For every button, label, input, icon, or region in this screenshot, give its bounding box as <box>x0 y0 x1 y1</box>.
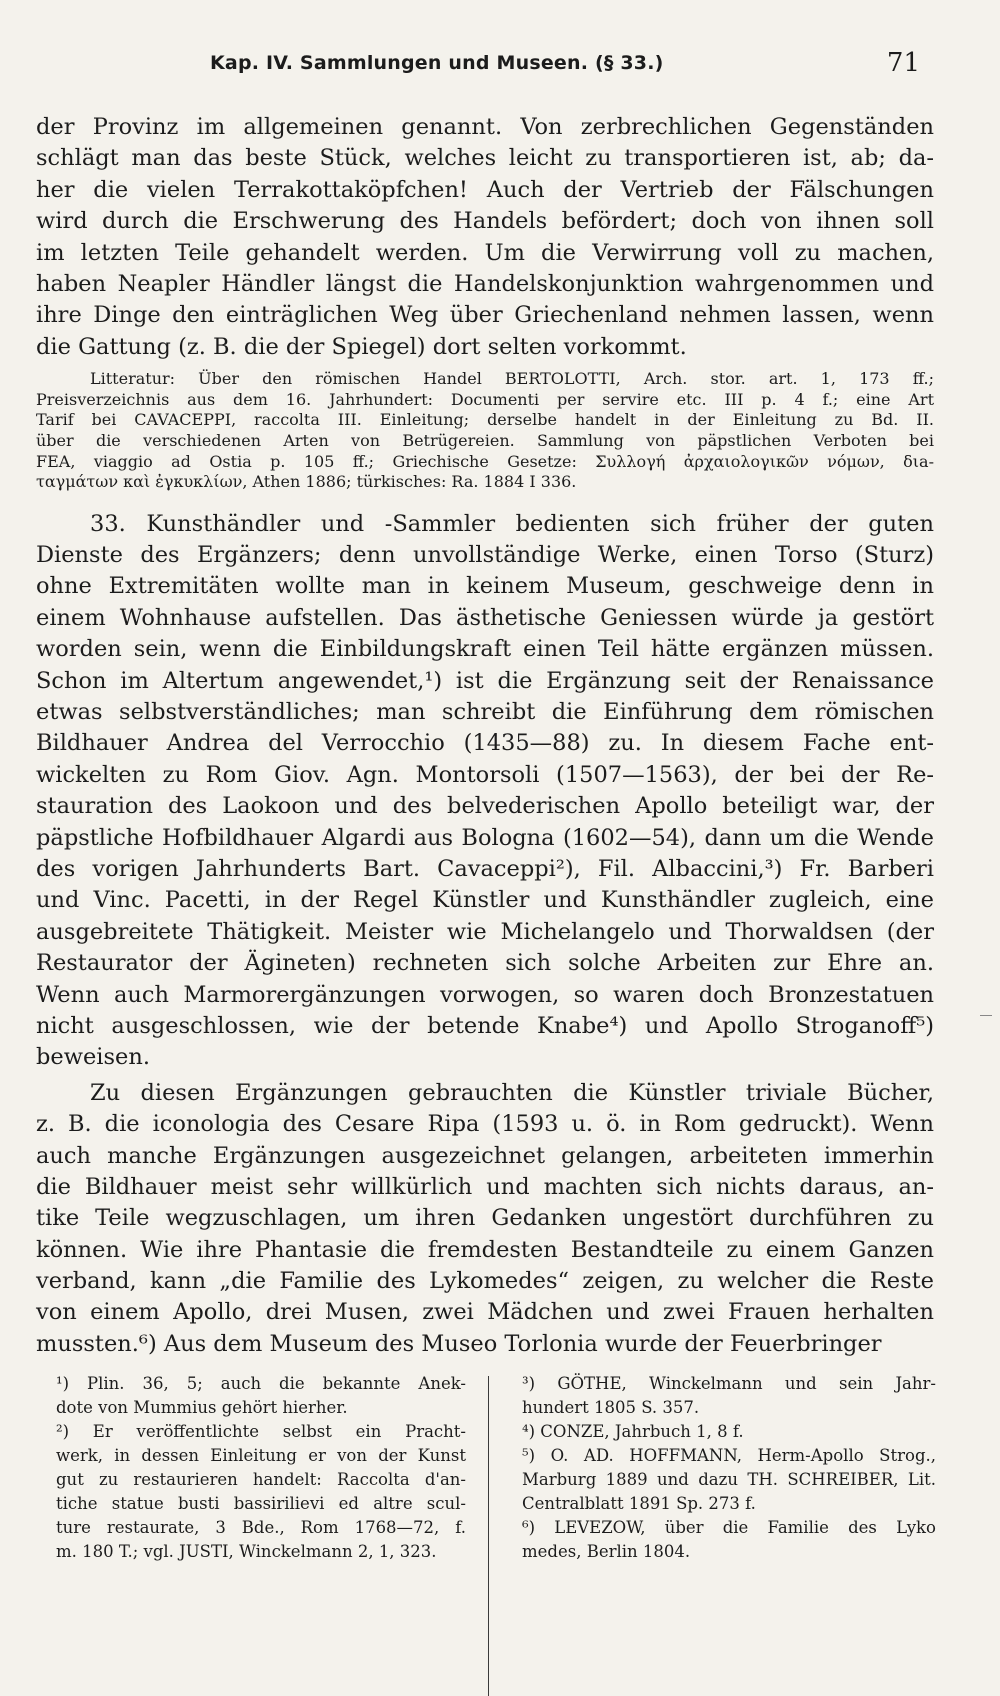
text-line: Wenn auch Marmorergänzungen vorwogen, so waren doch Bronzestatuen <box>36 981 934 1008</box>
paragraph-trade <box>36 112 934 363</box>
text-line: können. Wie ihre Phantasie die fremdesten Bestandteile zu einem Ganzen <box>36 1236 934 1263</box>
literature-line: Preisverzeichnis aus dem 16. Jahrhundert: Documenti per servire etc. III p. 4 f.; eine Art <box>36 389 934 409</box>
footnotes-right-column <box>522 1372 936 1564</box>
footnote-line: hundert 1805 S. 357. <box>522 1398 700 1417</box>
text-line: die Bildhauer meist sehr willkürlich und machten sich nichts daraus, an- <box>36 1173 934 1200</box>
text-line: des vorigen Jahrhunderts Bart. Cavaceppi²), Fil. Albaccini,³) Fr. Barberi <box>36 855 934 882</box>
text-line: her die vielen Terrakottaköpfchen! Auch der Vertrieb der Fälschungen <box>36 176 934 203</box>
text-line: päpstliche Hofbildhauer Algardi aus Bologna (1602—54), dann um die Wende <box>36 824 934 851</box>
text-line: Dienste des Ergänzers; denn unvollständige Werke, einen Torso (Sturz) <box>36 542 934 569</box>
text-line: ihre Dinge den einträglichen Weg über Griechenland nehmen lassen, wenn <box>36 302 934 329</box>
page-header <box>210 48 920 92</box>
margin-mark <box>980 1015 992 1016</box>
text-line: Zu diesen Ergänzungen gebrauchten die Künstler triviale Bücher, <box>90 1079 934 1106</box>
text-line: von einem Apollo, drei Musen, zwei Mädchen und zwei Frauen herhalten <box>36 1299 934 1326</box>
running-head: Kap. IV. Sammlungen und Museen. (§ 33.) <box>210 52 664 74</box>
footnote-line: werk, in dessen Einleitung er von der Kunst <box>56 1446 466 1465</box>
text-line: mussten.⁶) Aus dem Museum des Museo Torlonia wurde der Feuerbringer <box>36 1330 882 1357</box>
main-text <box>36 112 934 1360</box>
text-line: tike Teile wegzuschlagen, um ihren Gedanken ungestört durchführen zu <box>36 1205 934 1232</box>
footnote-line: ⁵) O. AD. HOFFMANN, Herm-Apollo Strog., <box>522 1446 936 1465</box>
footnote-line: medes, Berlin 1804. <box>522 1542 691 1561</box>
text-line: die Gattung (z. B. die der Spiegel) dort selten vorkommt. <box>36 333 687 360</box>
footnote-line: ¹) Plin. 36, 5; auch die bekannte Anek- <box>56 1374 466 1393</box>
text-line: haben Neapler Händler längst die Handelskonjunktion wahrgenommen und <box>36 270 934 297</box>
text-line: beweisen. <box>36 1044 150 1071</box>
literature-line: FEA, viaggio ad Ostia p. 105 ff.; Griechische Gesetze: Συλλογή ἀρχαιολογικῶν νόμων, διa- <box>36 451 934 471</box>
literature-line: über die verschiedenen Arten von Betrügereien. Sammlung von päpstlichen Verboten bei <box>36 430 934 450</box>
text-line: ausgebreitete Thätigkeit. Meister wie Michelangelo und Thorwaldsen (der <box>36 918 934 945</box>
footnote-line: ³) GÖTHE, Winckelmann und sein Jahr- <box>522 1374 936 1393</box>
text-line: auch manche Ergänzungen ausgezeichnet gelangen, arbeiteten immerhin <box>36 1142 934 1169</box>
text-line: worden sein, wenn die Einbildungskraft einen Teil hätte ergänzen müssen. <box>36 636 934 663</box>
page-number: 71 <box>886 48 920 78</box>
footnote-line: tiche statue busti bassirilievi ed altre scul- <box>56 1494 466 1513</box>
text-line: Bildhauer Andrea del Verrocchio (1435—88) zu. In diesem Fache ent- <box>36 730 934 757</box>
text-line: Restaurator der Ägineten) rechneten sich solche Arbeiten zur Ehre an. <box>36 950 934 977</box>
text-line: und Vinc. Pacetti, in der Regel Künstler und Kunsthändler zugleich, eine <box>36 887 934 914</box>
footnote-line: ²) Er veröffentlichte selbst ein Pracht- <box>56 1422 466 1441</box>
text-line: im letzten Teile gehandelt werden. Um die Verwirrung voll zu machen, <box>36 239 934 266</box>
text-line: ohne Extremitäten wollte man in keinem Museum, geschweige denn in <box>36 573 934 600</box>
text-line: Schon im Altertum angewendet,¹) ist die Ergänzung seit der Renaissance <box>36 667 934 694</box>
text-line: z. B. die iconologia des Cesare Ripa (1593 u. ö. in Rom gedruckt). Wenn <box>36 1111 934 1138</box>
section-33-paragraph <box>36 509 934 1074</box>
literature-line: ταγμάτων καὶ ἐγκυκλίων, Athen 1886; türkisches: Ra. 1884 I 336. <box>36 472 577 492</box>
paragraph-ergaenzungen <box>36 1078 934 1361</box>
literature-line: Tarif bei CAVACEPPI, raccolta III. Einleitung; derselbe handelt in der Einleitung zu Bd. II. <box>36 410 934 430</box>
footnote-line: ture restaurate, 3 Bde., Rom 1768—72, f. <box>56 1518 466 1537</box>
footnote-line: m. 180 T.; vgl. JUSTI, Winckelmann 2, 1, 323. <box>56 1542 437 1561</box>
text-line: etwas selbstverständliches; man schreibt die Einführung dem römischen <box>36 699 934 726</box>
footnote-column-divider <box>488 1376 489 1696</box>
text-line: wickelten zu Rom Giov. Agn. Montorsoli (1507—1563), der bei der Re- <box>36 761 934 788</box>
text-line: wird durch die Erschwerung des Handels befördert; doch von ihnen soll <box>36 208 934 235</box>
text-line: schlägt man das beste Stück, welches leicht zu transportieren ist, ab; da- <box>36 145 934 172</box>
literature-line: Litteratur: Über den römischen Handel BERTOLOTTI, Arch. stor. art. 1, 173 ff.; <box>90 369 934 389</box>
footnote-line: Marburg 1889 und dazu TH. SCHREIBER, Lit. <box>522 1470 936 1489</box>
text-line: einem Wohnhause aufstellen. Das ästhetische Geniessen würde ja gestört <box>36 604 934 631</box>
footnote-line: gut zu restaurieren handelt: Raccolta d'an- <box>56 1470 466 1489</box>
text-line: 33. Kunsthändler und -Sammler bedienten sich früher der guten <box>90 510 934 537</box>
footnotes-left-column <box>56 1372 466 1564</box>
footnote-line: Centralblatt 1891 Sp. 273 f. <box>522 1494 756 1513</box>
text-line: verband, kann „die Familie des Lykomedes“ zeigen, zu welcher die Reste <box>36 1268 934 1295</box>
footnote-line: ⁴) CONZE, Jahrbuch 1, 8 f. <box>522 1422 744 1441</box>
footnote-line: dote von Mummius gehört hierher. <box>56 1398 348 1417</box>
text-line: stauration des Laokoon und des belvederischen Apollo beteiligt war, der <box>36 793 934 820</box>
literature-note <box>36 369 934 493</box>
footnote-line: ⁶) LEVEZOW, über die Familie des Lyko <box>522 1518 936 1537</box>
text-line: nicht ausgeschlossen, wie der betende Knabe⁴) und Apollo Stroganoff⁵) <box>36 1012 934 1039</box>
text-line: der Provinz im allgemeinen genannt. Von zerbrechlichen Gegenständen <box>36 114 934 140</box>
